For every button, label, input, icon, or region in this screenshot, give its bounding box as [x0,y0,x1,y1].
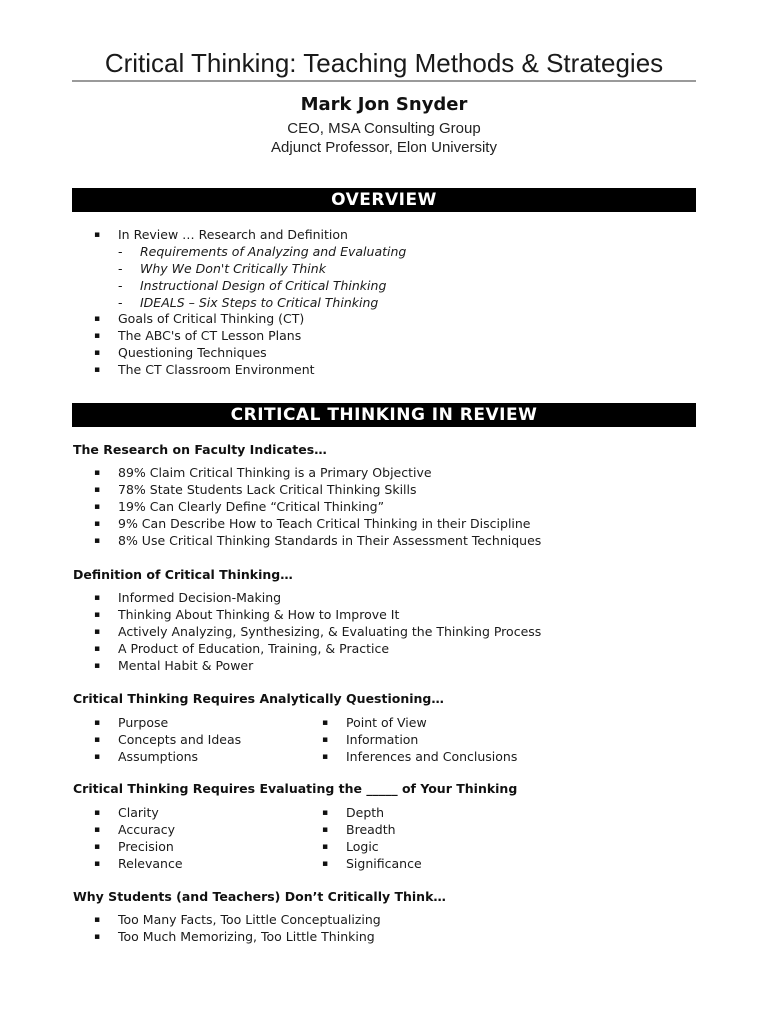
list-subitem: - Why We Don't Critically Think [118,260,326,276]
bullet-marker: ▪ [322,734,329,745]
bullet-marker: ▪ [94,365,101,376]
list-item: ▪ 89% Claim Critical Thinking is a Primary Objective [94,465,432,480]
definition-heading: Definition of Critical Thinking… [73,567,293,582]
dash-marker: - [118,243,123,259]
list-item: ▪ Precision [94,838,174,854]
dash-marker: - [118,260,123,276]
list-item: ▪ In Review … Research and Definition [94,227,348,242]
bullet-marker: ▪ [94,931,101,942]
evaluating-list-right [322,805,422,873]
bullet-marker: ▪ [322,841,329,852]
bullet-marker: ▪ [94,841,101,852]
list-item: ▪ Questioning Techniques [94,345,267,361]
list-item: ▪ Point of View [322,715,427,730]
research-list [94,465,542,549]
bullet-marker: ▪ [322,808,329,818]
bullet-marker: ▪ [322,824,329,835]
list-item: ▪ Mental Habit & Power [94,657,254,673]
bullet-marker: ▪ [94,858,101,869]
bullet-marker: ▪ [94,734,101,745]
list-item: ▪ Thinking About Thinking & How to Improve It [94,606,400,622]
research-heading: The Research on Faculty Indicates… [73,442,327,457]
bullet-marker: ▪ [94,468,101,478]
bullet-marker: ▪ [94,626,101,637]
bullet-marker: ▪ [94,535,101,546]
list-subitem: - IDEALS – Six Steps to Critical Thinking [118,294,379,310]
list-item: ▪ Actively Analyzing, Synthesizing, & Evaluating the Thinking Process [94,623,542,639]
list-item: ▪ Purpose [94,715,169,730]
author-affiliation-1: CEO, MSA Consulting Group [287,120,481,137]
bullet-marker: ▪ [94,484,101,495]
list-item: ▪ Too Many Facts, Too Little Conceptualizing [94,912,381,927]
list-item: ▪ Clarity [94,805,159,820]
list-item: ▪ Informed Decision-Making [94,590,282,605]
bullet-marker: ▪ [322,858,329,869]
bullet-marker: ▪ [94,643,101,654]
bullet-marker: ▪ [94,518,101,529]
list-item: ▪ 19% Can Clearly Define “Critical Thinking” [94,498,385,514]
list-item: ▪ The CT Classroom Environment [94,362,315,378]
bullet-marker: ▪ [322,718,329,728]
overview-banner: OVERVIEW [72,188,696,212]
bullet-marker: ▪ [94,609,101,620]
author-name: Mark Jon Snyder [300,94,468,115]
list-item: ▪ 78% State Students Lack Critical Thinking Skills [94,481,417,497]
list-item: ▪ Depth [322,805,385,820]
bullet-marker: ▪ [94,915,101,925]
why-heading: Why Students (and Teachers) Don’t Critically Think… [73,889,446,904]
dash-marker: - [118,294,123,310]
review-banner: CRITICAL THINKING IN REVIEW [72,403,696,427]
list-item: ▪ Too Much Memorizing, Too Little Thinking [94,928,375,944]
definition-list [94,590,542,674]
bullet-marker: ▪ [94,314,101,325]
dash-marker: - [118,277,123,293]
list-item: ▪ 8% Use Critical Thinking Standards in Their Assessment Techniques [94,532,542,548]
list-item: ▪ Information [322,731,419,747]
bullet-marker: ▪ [94,718,101,728]
bullet-marker: ▪ [322,751,329,762]
list-item: ▪ A Product of Education, Training, & Practice [94,640,390,656]
bullet-marker: ▪ [94,808,101,818]
list-item: ▪ The ABC's of CT Lesson Plans [94,328,302,344]
bullet-marker: ▪ [94,824,101,835]
analytic-list-right [322,715,518,766]
title-underline [72,80,696,82]
document-title: Critical Thinking: Teaching Methods & Strategies [104,48,664,78]
author-affiliation-2: Adjunct Professor, Elon University [271,139,497,156]
bullet-marker: ▪ [94,348,101,359]
bullet-marker: ▪ [94,501,101,512]
bullet-marker: ▪ [94,593,101,603]
analytic-heading: Critical Thinking Requires Analytically Questioning… [73,691,444,706]
list-item: ▪ Logic [322,838,379,854]
list-item: ▪ Significance [322,855,422,871]
list-item: ▪ Accuracy [94,821,176,837]
bullet-marker: ▪ [94,751,101,762]
list-item: ▪ Goals of Critical Thinking (CT) [94,311,305,327]
why-list [94,912,381,946]
bullet-marker: ▪ [94,660,101,671]
bullet-marker: ▪ [94,230,101,240]
bullet-marker: ▪ [94,331,101,342]
list-item: ▪ 9% Can Describe How to Teach Critical Thinking in their Discipline [94,515,531,531]
list-item: ▪ Breadth [322,821,396,837]
list-subitem: - Requirements of Analyzing and Evaluating [118,243,407,259]
list-item: ▪ Relevance [94,855,183,871]
list-item: ▪ Assumptions [94,748,199,764]
overview-list [94,227,407,379]
list-item: ▪ Inferences and Conclusions [322,748,518,764]
list-subitem: - Instructional Design of Critical Thinking [118,277,387,293]
evaluating-heading: Critical Thinking Requires Evaluating the _____ of Your Thinking [73,781,518,796]
evaluating-list-left [94,805,183,873]
analytic-list-left [94,715,242,766]
list-item: ▪ Concepts and Ideas [94,731,242,747]
